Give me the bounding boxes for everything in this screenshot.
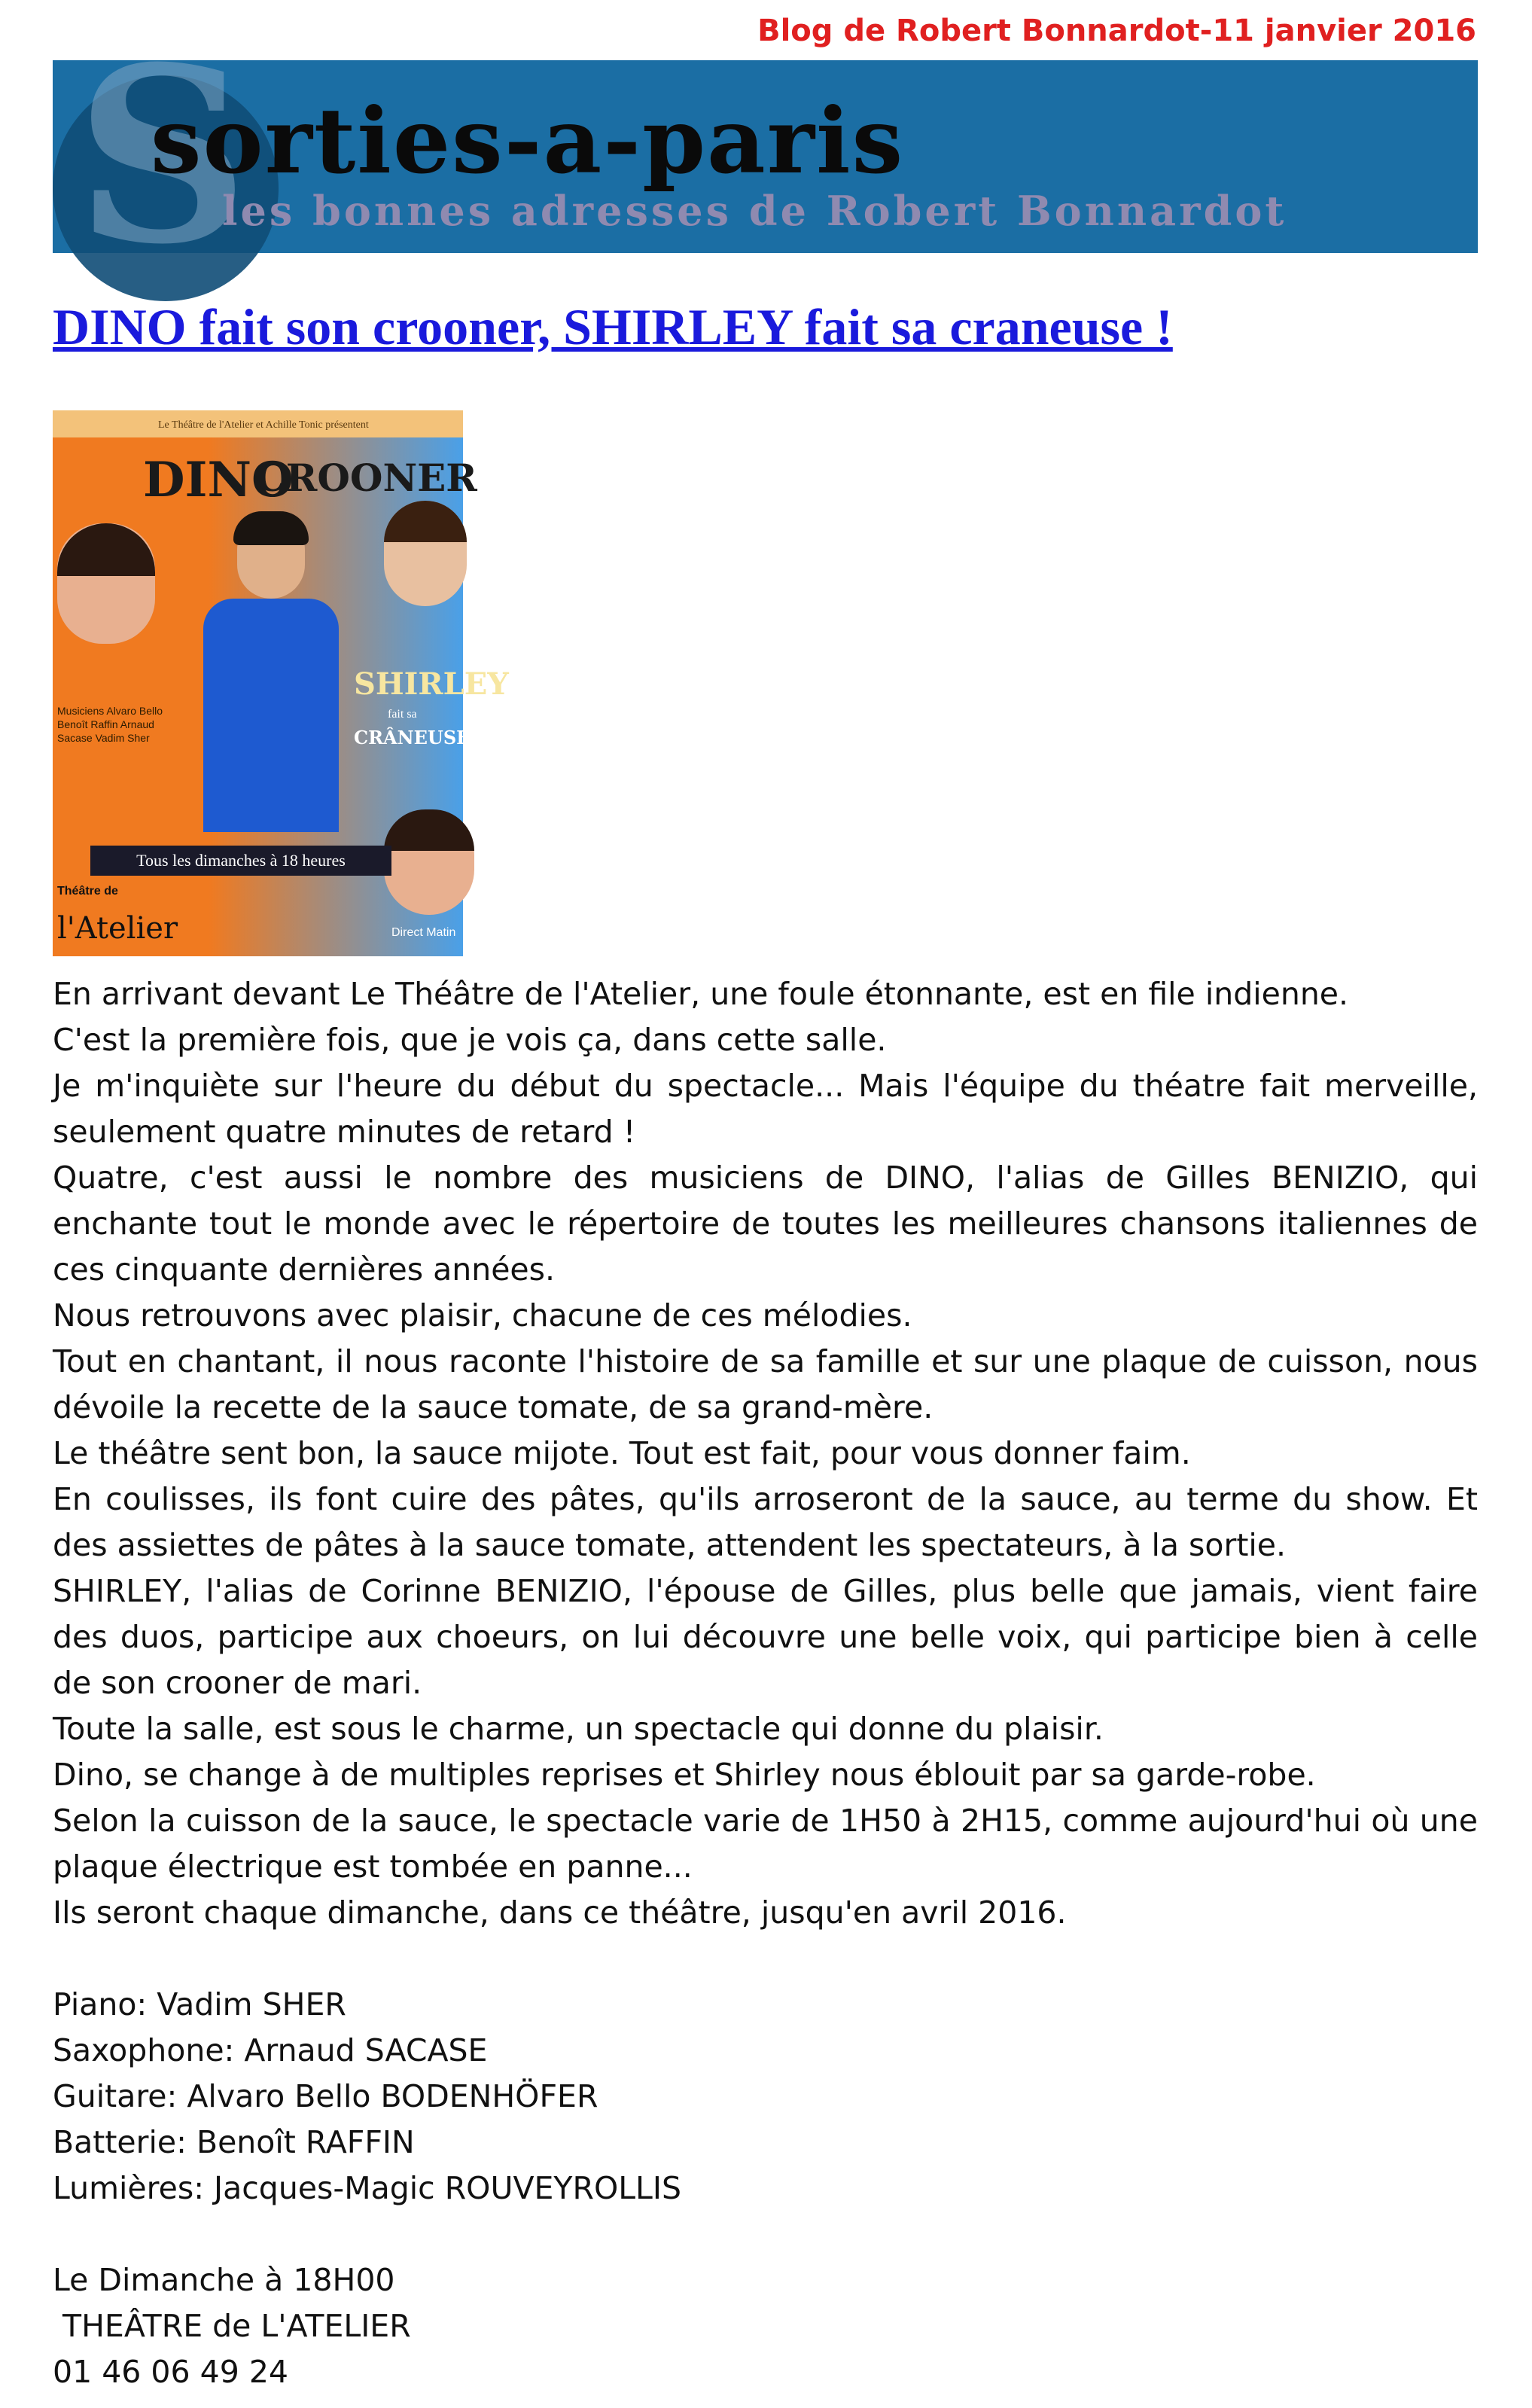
paragraph: Dino, se change à de multiples reprises et Shirley nous éblouit par sa garde-robe. <box>53 1757 1316 1793</box>
poster-credits: Musiciens Alvaro Bello Benoît Raffin Arnaud Sacase Vadim Sher <box>57 705 163 745</box>
paragraph: Ils seront chaque dimanche, dans ce théâtre, jusqu'en avril 2016. <box>53 1894 1067 1931</box>
banner-logo-s: S <box>75 15 250 297</box>
paragraph: Tout en chantant, il nous raconte l'histoire de sa famille et sur une plaque de cuisson, nous dévoile la recette de la sauce tomate, de sa grand-mère. <box>53 1343 1478 1425</box>
credit-line: Lumières: Jacques-Magic ROUVEYROLLIS <box>53 2170 682 2206</box>
paragraph: Toute la salle, est sous le charme, un spectacle qui donne du plaisir. <box>53 1711 1104 1747</box>
paragraph: En arrivant devant Le Théâtre de l'Atelier, une foule étonnante, est en file indienne. <box>53 976 1349 1012</box>
poster-atelier: l'Atelier <box>57 911 178 946</box>
poster-crooner: CROONER <box>256 456 477 500</box>
paragraph: Le théâtre sent bon, la sauce mijote. Tout est fait, pour vous donner faim. <box>53 1435 1191 1471</box>
poster-singer <box>196 516 346 832</box>
poster-schedule-band: Tous les dimanches à 18 heures <box>90 846 391 876</box>
spacer <box>53 1936 1478 1982</box>
show-poster-image <box>53 410 509 956</box>
poster-direct-matin: Direct Matin <box>391 926 456 939</box>
paragraph: SHIRLEY, l'alias de Corinne BENIZIO, l'épouse de Gilles, plus belle que jamais, vient faire des duos, participe aux choeurs, on lui découvre une belle voix, qui participe bien à celle de son crooner de mari. <box>53 1573 1478 1701</box>
credit-line: Guitare: Alvaro Bello BODENHÖFER <box>53 2078 598 2114</box>
paragraph: Selon la cuisson de la sauce, le spectacle varie de 1H50 à 2H15, comme aujourd'hui où une plaque électrique est tombée en panne... <box>53 1803 1478 1885</box>
poster-woman-right-bottom <box>384 809 474 915</box>
venue-phone: 01 46 06 49 24 <box>53 2354 288 2390</box>
banner-tagline: les bonnes adresses de Robert Bonnardot <box>222 187 1287 235</box>
paragraph: Nous retrouvons avec plaisir, chacune de ces mélodies. <box>53 1297 912 1334</box>
poster-fait-sa: fait sa <box>388 708 417 721</box>
poster-presents: Le Théâtre de l'Atelier et Achille Tonic présentent <box>158 419 369 431</box>
poster-theatre-label: Théâtre de <box>57 885 118 898</box>
paragraph: En coulisses, ils font cuire des pâtes, qu'ils arroseront de la sauce, au terme du show. Et des assiettes de pâtes à la sauce tomate, attendent les spectateurs, à la sortie. <box>53 1481 1478 1563</box>
poster-woman-left <box>57 523 155 644</box>
spacer <box>53 2211 1478 2257</box>
show-schedule: Le Dimanche à 18H00 <box>53 2262 395 2298</box>
poster-craneuse: CRÂNEUSE <box>354 727 471 748</box>
paragraph: Quatre, c'est aussi le nombre des musiciens de DINO, l'alias de Gilles BENIZIO, qui enchante tout le monde avec le répertoire de toutes les meilleures chansons italiennes de ces cinquante dernières années. <box>53 1160 1478 1288</box>
paragraph: C'est la première fois, que je vois ça, dans cette salle. <box>53 1022 887 1058</box>
blog-date-note: Blog de Robert Bonnardot-11 janvier 2016 <box>757 14 1476 48</box>
poster-dino: DINO <box>143 452 294 508</box>
article-title-link[interactable]: DINO fait son crooner, SHIRLEY fait sa craneuse ! <box>53 298 1173 355</box>
poster-woman-right-top <box>384 501 467 606</box>
credit-line: Batterie: Benoît RAFFIN <box>53 2124 415 2160</box>
paragraph: Je m'inquiète sur l'heure du début du spectacle... Mais l'équipe du théatre fait merveille, seulement quatre minutes de retard ! <box>53 1068 1478 1150</box>
credit-line: Piano: Vadim SHER <box>53 1986 346 2022</box>
poster-shirley: SHIRLEY <box>354 666 509 702</box>
article-body <box>53 971 1478 2395</box>
credit-line: Saxophone: Arnaud SACASE <box>53 2032 488 2068</box>
show-venue: THEÂTRE de L'ATELIER <box>53 2308 411 2344</box>
banner-brand: sorties-a-paris <box>151 88 905 194</box>
